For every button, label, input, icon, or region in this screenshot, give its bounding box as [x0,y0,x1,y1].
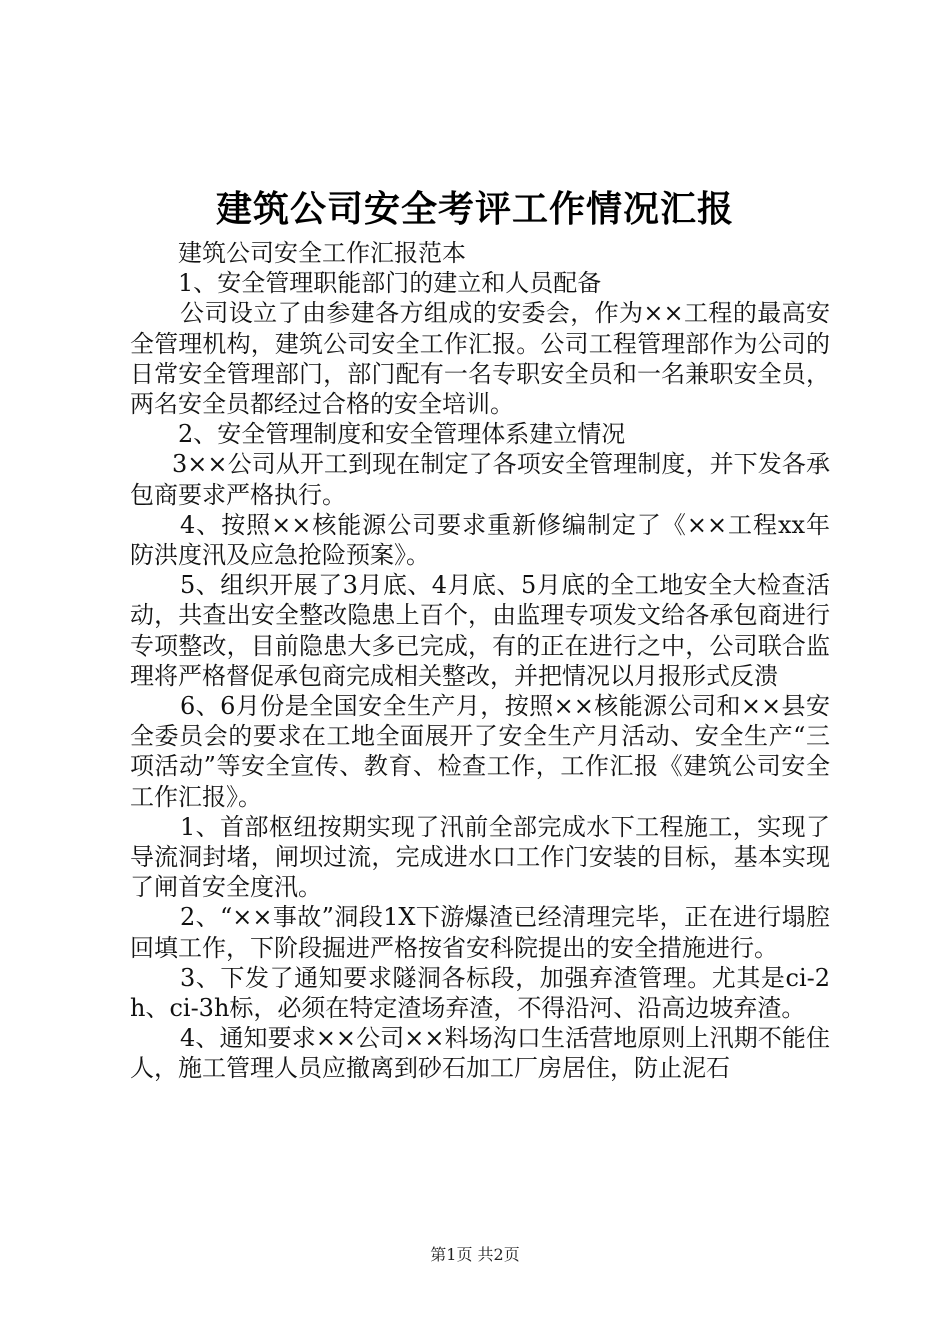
paragraph-subtitle: 建筑公司安全工作汇报范本 [178,239,466,267]
paragraph-headworks: 1、首部枢纽按期实现了汛前全部完成水下工程施工，实现了导流洞封堵，闸坝过流，完成进水口工作门安装的目标，基本实现了闸首安全度汛。 [130,812,830,902]
paragraph-section-1: 1、安全管理职能部门的建立和人员配备 [178,269,602,298]
paragraph-item-4: 4、按照××核能源公司要求重新修编制定了《××工程xx年防洪度汛及应急抢险预案》。 [130,510,830,570]
document-title: 建筑公司安全考评工作情况汇报 [215,188,734,230]
paragraph-item-6: 6、6月份是全国安全生产月，按照××核能源公司和××县安全委员会的要求在工地全面展开了安全生产月活动、安全生产“三项活动”等安全宣传、教育、检查工作，工作汇报《建筑公司安全工作汇报》。 [130,692,830,811]
document-body [130,238,830,1084]
page-footer: 第1页 共2页 [430,1245,520,1264]
paragraph-camp-notice: 4、通知要求××公司××料场沟口生活营地原则上汛期不能住人，施工管理人员应撤离到砂石加工厂房居住，防止泥石 [130,1024,830,1083]
paragraph-accident-section: 2、“××事故”洞段1X下游爆渣已经清理完毕，正在进行塌腔回填工作，下阶段掘进严格按省安科院提出的安全措施进行。 [130,903,830,962]
paragraph-item-5: 5、组织开展了3月底、4月底、5月底的全工地安全大检查活动，共查出安全整改隐患上百个，由监理专项发文给各承包商进行专项整改，目前隐患大多已完成，有的正在进行之中，公司联合监理将严格督促承包商完成相关整改，并把情况以月报形式反溃 [130,571,830,690]
paragraph-safety-committee: 公司设立了由参建各方组成的安委会，作为××工程的最高安全管理机构，建筑公司安全工作汇报。公司工程管理部作为公司的日常安全管理部门，部门配有一名专职安全员和一名兼职安全员，两名安全员都经过合格的安全培训。 [130,299,830,419]
paragraph-spoil-management: 3、下发了通知要求隧洞各标段，加强弃渣管理。尤其是ci-2h、ci-3h标，必须在特定渣场弃渣，不得沿河、沿高边坡弃渣。 [130,963,830,1023]
paragraph-item-3: 3××公司从开工到现在制定了各项安全管理制度，并下发各承包商要求严格执行。 [130,450,830,509]
paragraph-section-2: 2、安全管理制度和安全管理体系建立情况 [178,420,626,449]
